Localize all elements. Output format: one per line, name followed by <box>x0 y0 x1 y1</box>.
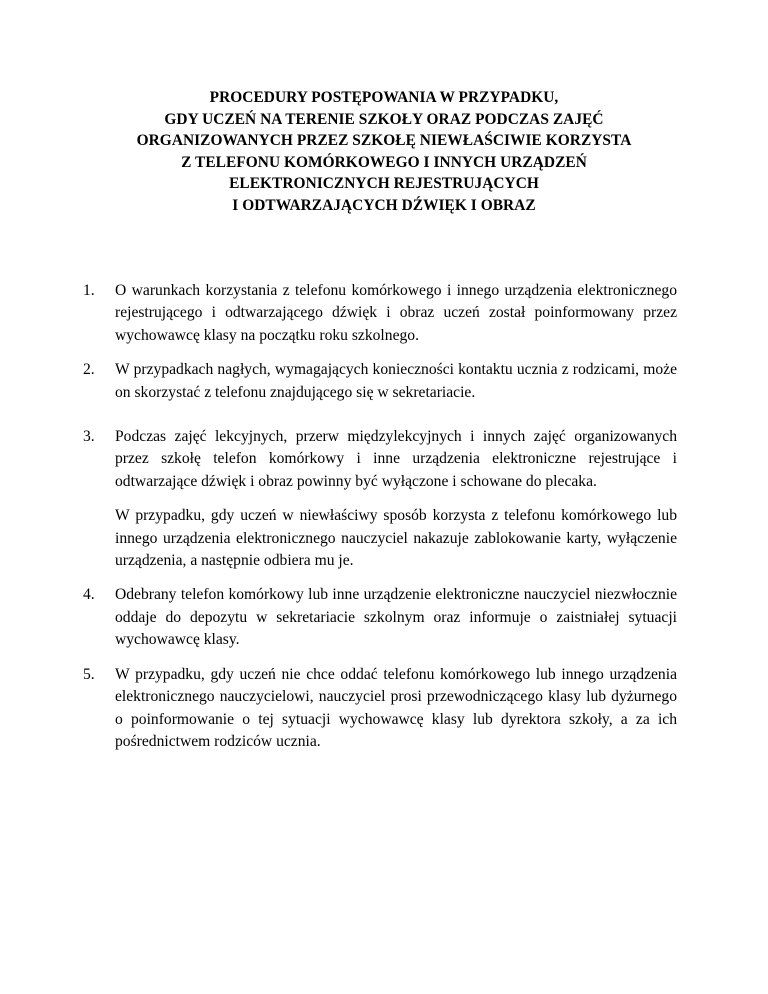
title-line: ORGANIZOWANYCH PRZEZ SZKOŁĘ NIEWŁAŚCIWIE KORZYSTA <box>136 132 632 150</box>
item-extra-paragraph: W przypadku, gdy uczeń w niewłaściwy sposób korzysta z telefonu komórkowego lub innego urządzenia elektronicznego nauczyciel nakazuje zablokowanie karty, wyłączenie urządzenia, a następnie odbiera mu je. <box>115 507 677 570</box>
item-text: Podczas zajęć lekcyjnych, przerw międzylekcyjnych i innych zajęć organizowanych przez szkołę telefon komórkowy i inne urządzenia elektroniczne rejestrujące i odtwarzające dźwięk i obraz powinny być wyłączone i schowane do plecaka. <box>115 428 677 490</box>
title-line: Z TELEFONU KOMÓRKOWEGO I INNYCH URZĄDZEŃ <box>181 153 587 171</box>
item-number: 1. <box>83 282 95 299</box>
item-text: W przypadku, gdy uczeń nie chce oddać telefonu komórkowego lub innego urządzenia elektronicznego nauczycielowi, nauczyciel prosi przewodniczącego klasy lub dyżurnego o poinformowanie o tej sytuacji wychowawcę klasy lub dyrektora szkoły, a za ich pośrednictwem rodziców ucznia. <box>115 665 677 750</box>
list-item <box>83 426 677 572</box>
title-line: GDY UCZEŃ NA TERENIE SZKOŁY ORAZ PODCZAS ZAJĘĆ <box>164 110 604 128</box>
title-line: I ODTWARZAJĄCYCH DŹWIĘK I OBRAZ <box>232 196 536 214</box>
item-number: 5. <box>83 665 95 683</box>
title-line: ELEKTRONICZNYCH REJESTRUJĄCYCH <box>229 175 539 193</box>
title-line: PROCEDURY POSTĘPOWANIA W PRZYPADKU, <box>209 89 559 106</box>
procedure-list <box>83 280 677 753</box>
list-item <box>83 664 677 754</box>
item-number: 4. <box>83 586 95 604</box>
list-item <box>83 584 677 651</box>
document-title <box>100 87 668 217</box>
item-number: 3. <box>83 428 95 446</box>
item-text: Odebrany telefon komórkowy lub inne urządzenie elektroniczne nauczyciel niezwłocznie oddaje do depozytu w sekretariacie szkolnym oraz informuje o zaistniałej sytuacji wychowawcę klasy. <box>115 586 677 649</box>
list-item <box>83 280 677 347</box>
item-number: 2. <box>83 361 95 379</box>
item-text: W przypadkach nagłych, wymagających konieczności kontaktu ucznia z rodzicami, może on skorzystać z telefonu znajdującego się w sekretariacie. <box>115 361 677 401</box>
list-item <box>83 359 677 404</box>
item-text: O warunkach korzystania z telefonu komórkowego i innego urządzenia elektronicznego rejestrującego i odtwarzającego dźwięk i obraz uczeń został poinformowany przez wychowawcę klasy na początku roku szkolnego. <box>115 282 677 344</box>
